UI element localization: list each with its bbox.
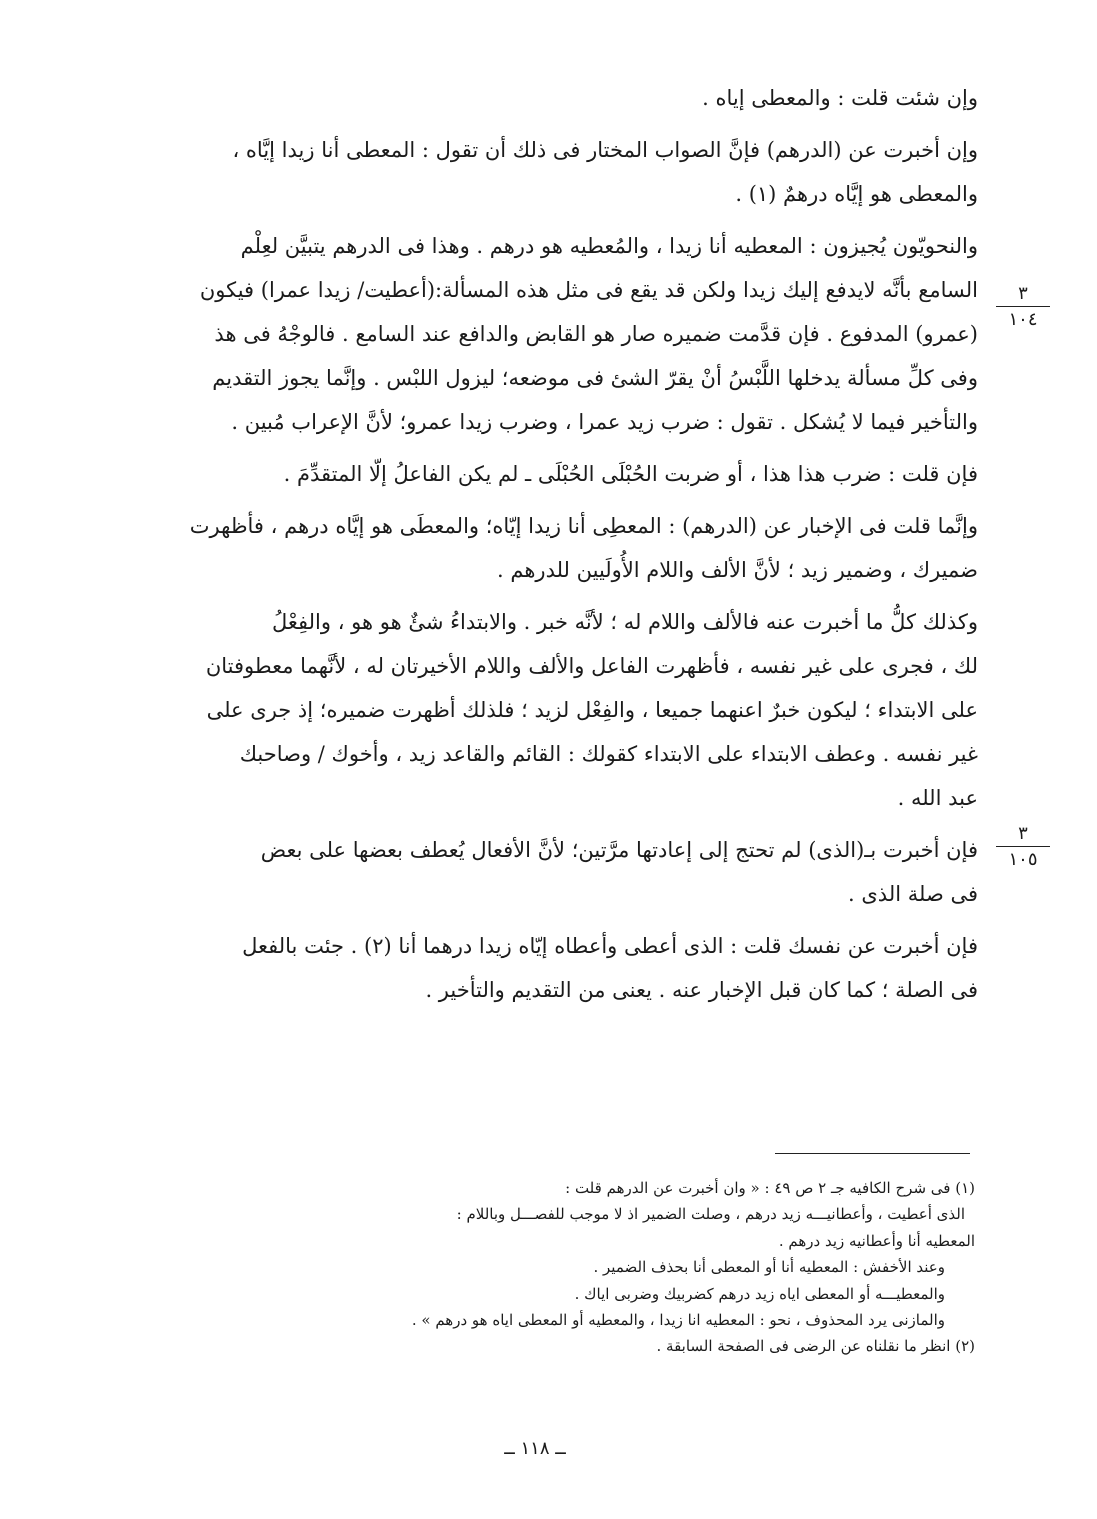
footnote-line: وعند الأخفش : المعطيه أنا أو المعطى أنا بحذف الضمير . bbox=[593, 1258, 945, 1277]
text-line: فإن أخبرت بـ(الذى) لم تحتج إلى إعادتها مرَّتين؛ لأنَّ الأفعال يُعطف بعضها على بعض bbox=[260, 838, 978, 862]
footnote-line: والمعطيـــه أو المعطى اياه زيد درهم كضربيك وضربى اياك . bbox=[574, 1284, 945, 1303]
footnote-line: (٢) انظر ما نقلناه عن الرضى فى الصفحة السابقة . bbox=[656, 1337, 975, 1356]
margin-page-reference bbox=[996, 283, 1050, 331]
margin-rule bbox=[996, 306, 1050, 307]
text-line: فى الصلة ؛ كما كان قبل الإخبار عنه . يعنى من التقديم والتأخير . bbox=[425, 978, 978, 1002]
main-text bbox=[108, 76, 978, 1012]
margin-volume: ٣ bbox=[1018, 283, 1028, 304]
text-line: على الابتداء ؛ ليكون خبرٌ اعنهما جميعا ، والفِعْل لزيد ؛ فلذلك أظهرت ضميره؛ إذ جرى على bbox=[206, 698, 978, 722]
margin-page: ١٠٥ bbox=[1008, 849, 1038, 870]
text-line: وكذلك كلُّ ما أخبرت عنه فالألف واللام له ؛ لأنَّه خبر . والابتداءُ شئٌ هو هو ، والفِعْلُ bbox=[272, 610, 978, 634]
text-line: وإن أخبرت عن (الدرهم) فإنَّ الصواب المختار فى ذلك أن تقول : المعطى أنا زيدا إيَّاه ، bbox=[232, 138, 978, 162]
text-line: وإنَّما قلت فى الإخبار عن (الدرهم) : المعطِى أنا زيدا إيّاه؛ والمعطَى هو إيَّاه درهم ، فأظهرت bbox=[189, 514, 978, 538]
text-line: ضميرك ، وضمير زيد ؛ لأنَّ الألف واللام الأُولَيين للدرهم . bbox=[497, 558, 978, 582]
text-line: وفى كلِّ مسألة يدخلها اللَّبْسُ أنْ يقرّ الشئ فى موضعه؛ ليزول اللبْس . وإنَّما يجوز التقديم bbox=[212, 366, 978, 390]
text-line: السامع بأنَّه لايدفع إليك زيدا ولكن قد يقع فى مثل هذه المسألة:(أعطيت/ زيدا عمرا) فيكون bbox=[199, 278, 978, 302]
text-line: عبد الله . bbox=[897, 786, 978, 810]
text-line: والمعطى هو إيَّاه درهمٌ (١) . bbox=[735, 182, 978, 206]
text-line: فى صلة الذى . bbox=[848, 882, 978, 906]
text-line: (عمرو) المدفوع . فإن قدَّمت ضميره صار هو القابض والدافع عند السامع . فالوجْهُ فى هذ bbox=[214, 322, 978, 346]
footnote-line: الذى أعطيت ، وأعطانيـــه زيد درهم ، وصلت الضمير اذ لا موجب للفصـــل وباللام : bbox=[456, 1205, 965, 1224]
page-number: ــ ١١٨ ــ bbox=[504, 1438, 566, 1459]
text-line: فإن أخبرت عن نفسك قلت : الذى أعطى وأعطاه إيّاه زيدا درهما أنا (٢) . جئت بالفعل bbox=[242, 934, 978, 958]
text-line: فإن قلت : ضرب هذا هذا ، أو ضربت الحُبْلَى الحُبْلَى ـ لم يكن الفاعلُ إلّا المتقدِّمَ . bbox=[283, 462, 978, 486]
text-line: والتأخير فيما لا يُشكل . تقول : ضرب زيد عمرا ، وضرب زيدا عمرو؛ لأنَّ الإعراب مُبين . bbox=[231, 410, 978, 434]
text-line: غير نفسه . وعطف الابتداء على الابتداء كقولك : القائم والقاعد زيد ، وأخوك / وصاحبك bbox=[239, 742, 978, 766]
text-line: وإن شئت قلت : والمعطى إياه . bbox=[702, 86, 978, 110]
footnote-line: (١) فى شرح الكافيه جـ ٢ ص ٤٩ : « وان أخبرت عن الدرهم قلت : bbox=[565, 1179, 975, 1197]
text-line: لك ، فجرى على غير نفسه ، فأظهرت الفاعل والألف واللام الأخيرتان له ، لأنَّهما معطوفتان bbox=[205, 654, 978, 678]
margin-rule bbox=[996, 846, 1050, 847]
text-line: والنحويّون يُجيزون : المعطيه أنا زيدا ، والمُعطيه هو درهم . وهذا فى الدرهم يتبيَّن لعِلْم bbox=[240, 234, 978, 258]
footnote-line: المعطيه أنا وأعطانيه زيد درهم . bbox=[778, 1231, 975, 1250]
footnote-separator bbox=[775, 1153, 970, 1154]
margin-volume: ٣ bbox=[1018, 823, 1028, 844]
footnotes bbox=[130, 1175, 975, 1360]
margin-page: ١٠٤ bbox=[1008, 309, 1038, 330]
margin-page-reference bbox=[996, 823, 1050, 871]
footnote-line: والمازنى يرد المحذوف ، نحو : المعطيه انا زيدا ، والمعطيه أو المعطى اياه هو درهم » . bbox=[411, 1310, 945, 1329]
